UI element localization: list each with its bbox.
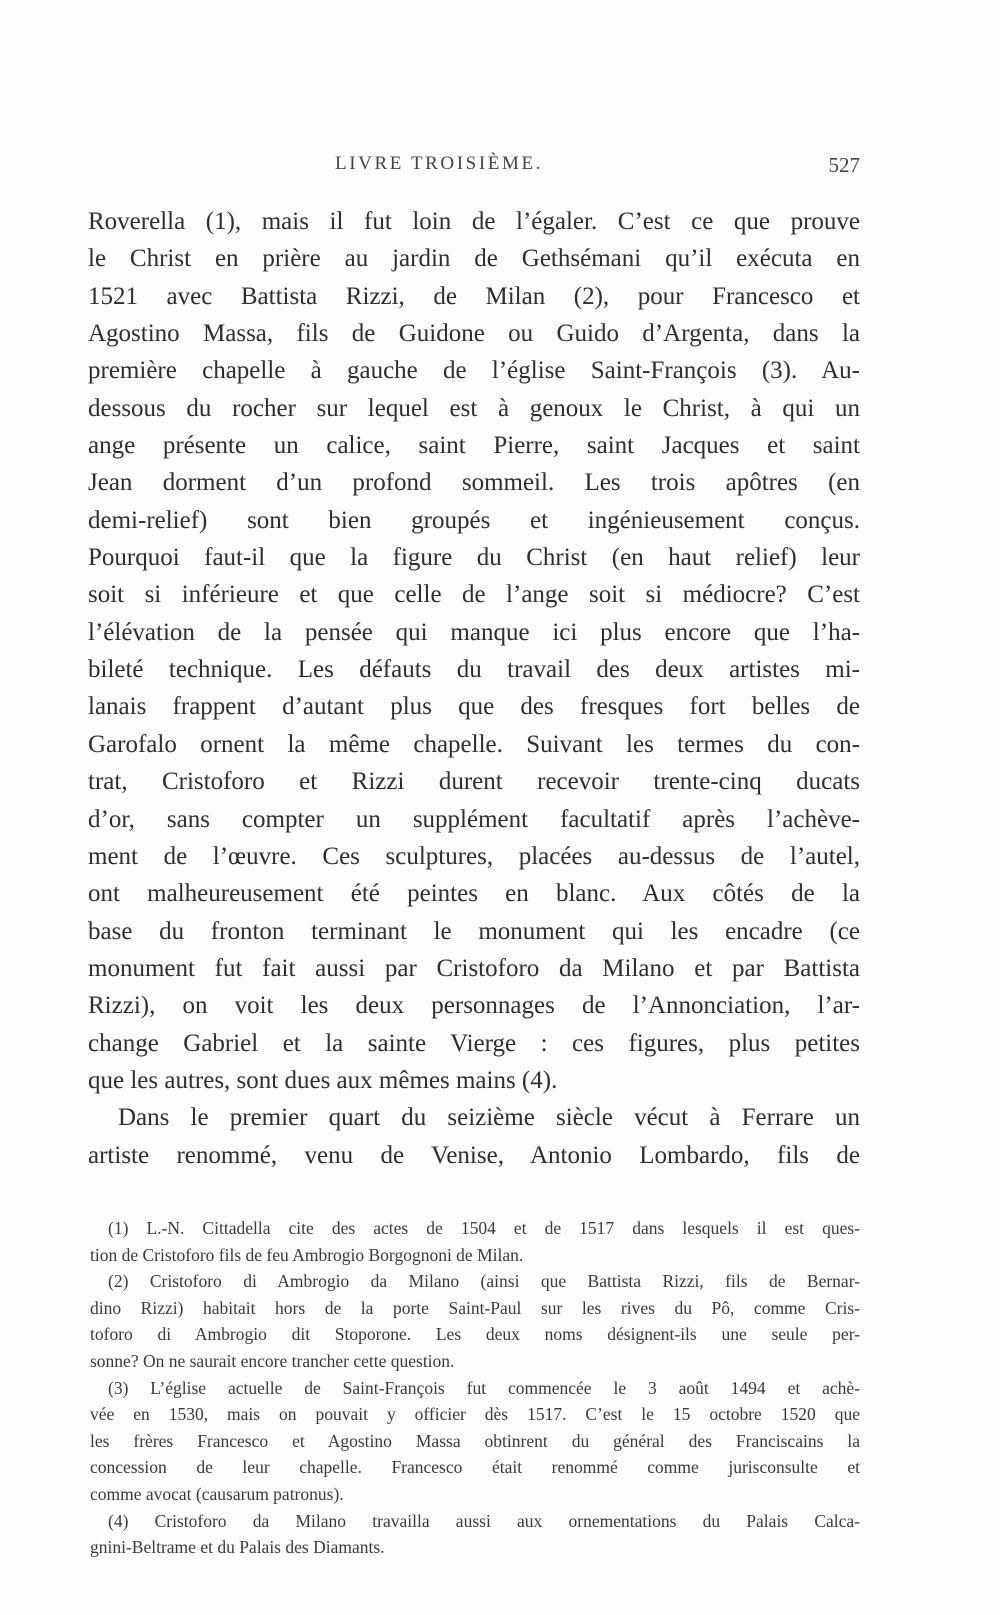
footnote-line: (4) Cristoforo da Milano travailla aussi aux ornementations du Palais Calca- — [108, 1510, 860, 1531]
text-line: Agostino Massa, fils de Guidone ou Guido d’Argenta, dans la — [88, 320, 860, 348]
text-line: d’or, sans compter un supplément facultatif après l’achève- — [88, 805, 860, 833]
text-line: Dans le premier quart du seizième siècle vécut à Ferrare un — [118, 1104, 860, 1132]
page-header — [85, 153, 860, 183]
footnote-line: vée en 1530, mais on pouvait y officier dès 1517. C’est le 15 octobre 1520 que — [90, 1404, 860, 1425]
footnotes — [90, 1215, 860, 1561]
text-line: Rizzi), on voit les deux personnages de l’Annonciation, l’ar- — [88, 992, 860, 1020]
footnote-line: concession de leur chapelle. Francesco était renommé comme jurisconsulte et — [90, 1457, 860, 1478]
running-head: LIVRE TROISIÈME. — [335, 153, 544, 174]
text-line: le Christ en prière au jardin de Gethsémani qu’il exécuta en — [88, 245, 860, 273]
footnote-line: sonne? On ne saurait encore trancher cette question. — [90, 1350, 455, 1371]
footnote-line: toforo di Ambrogio dit Stoporone. Les deux noms désignent-ils une seule per- — [90, 1324, 860, 1345]
text-line: lanais frappent d’autant plus que des fresques fort belles de — [88, 693, 860, 721]
footnote-line: gnini-Beltrame et du Palais des Diamants. — [90, 1537, 385, 1558]
text-line: l’élévation de la pensée qui manque ici plus encore que l’ha- — [88, 618, 860, 646]
text-line: Roverella (1), mais il fut loin de l’égaler. C’est ce que prouve — [88, 208, 860, 235]
text-line: monument fut fait aussi par Cristoforo da Milano et par Battista — [88, 954, 860, 982]
footnote-line: les frères Francesco et Agostino Massa obtinrent du général des Franciscains la — [90, 1430, 860, 1451]
main-text — [88, 203, 860, 1174]
text-line: Garofalo ornent la même chapelle. Suivant les termes du con- — [88, 730, 860, 758]
footnote-line: dino Rizzi) habitait hors de la porte Saint-Paul sur les rives du Pô, comme Cris- — [90, 1297, 860, 1318]
text-line: première chapelle à gauche de l’église Saint-François (3). Au- — [88, 357, 860, 385]
page-number: 527 — [828, 153, 860, 177]
text-line: soit si inférieure et que celle de l’ange soit si médiocre? C’est — [88, 581, 860, 609]
footnote-line: (2) Cristoforo di Ambrogio da Milano (ainsi que Battista Rizzi, fils de Bernar- — [108, 1271, 860, 1292]
footnote-line: (1) L.-N. Cittadella cite des actes de 1504 et de 1517 dans lesquels il est ques- — [108, 1218, 860, 1238]
text-line: dessous du rocher sur lequel est à genoux le Christ, à qui un — [88, 394, 860, 422]
text-line: base du fronton terminant le monument qui les encadre (ce — [88, 917, 860, 945]
text-line: change Gabriel et la sainte Vierge : ces figures, plus petites — [88, 1029, 860, 1057]
text-line: ont malheureusement été peintes en blanc. Aux côtés de la — [88, 880, 860, 908]
text-line: trat, Cristoforo et Rizzi durent recevoir trente-cinq ducats — [88, 768, 860, 796]
text-line: que les autres, sont dues aux mêmes mains (4). — [88, 1066, 558, 1094]
text-line: artiste renommé, venu de Venise, Antonio Lombardo, fils de — [88, 1141, 860, 1169]
text-line: Pourquoi faut-il que la figure du Christ (en haut relief) leur — [88, 544, 860, 572]
text-line: bileté technique. Les défauts du travail des deux artistes mi- — [88, 656, 860, 684]
footnote-line: comme avocat (causarum patronus). — [90, 1483, 344, 1504]
text-line: 1521 avec Battista Rizzi, de Milan (2), pour Francesco et — [88, 282, 860, 310]
text-line: demi-relief) sont bien groupés et ingénieusement conçus. — [88, 506, 860, 534]
text-line: ment de l’œuvre. Ces sculptures, placées au-dessus de l’autel, — [88, 842, 860, 870]
footnote-line: tion de Cristoforo fils de feu Ambrogio Borgognoni de Milan. — [90, 1244, 524, 1265]
text-line: Jean dorment d’un profond sommeil. Les trois apôtres (en — [88, 469, 860, 497]
text-line: ange présente un calice, saint Pierre, saint Jacques et saint — [88, 432, 860, 460]
footnote-line: (3) L’église actuelle de Saint-François fut commencée le 3 août 1494 et achè- — [108, 1377, 860, 1398]
